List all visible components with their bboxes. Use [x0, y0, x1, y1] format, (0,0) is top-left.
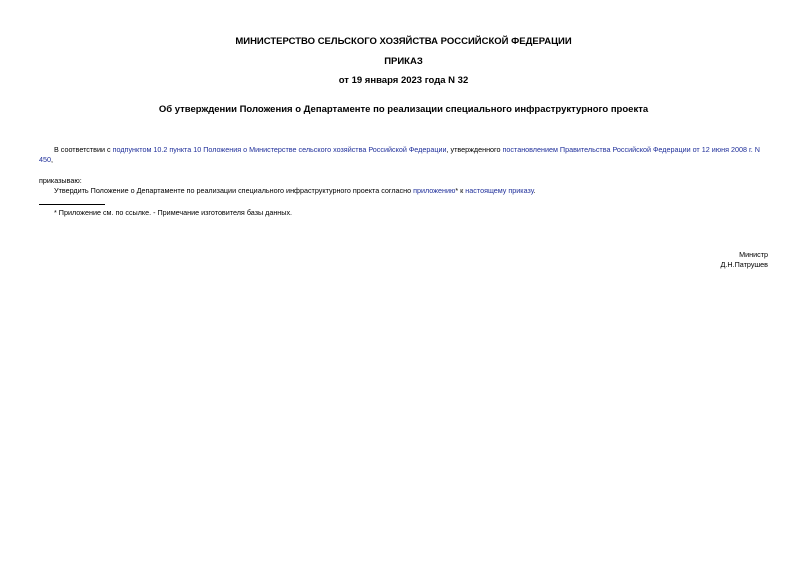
footnote-divider: [39, 204, 105, 205]
order-verb: приказываю:: [39, 176, 82, 185]
preamble-line-2: [39, 155, 53, 165]
ministry-heading: МИНИСТЕРСТВО СЕЛЬСКОГО ХОЗЯЙСТВА РОССИЙСКОЙ ФЕДЕРАЦИИ: [235, 36, 572, 47]
link-appendix[interactable]: приложению: [413, 186, 456, 195]
order-text-2: * к: [455, 186, 466, 195]
order-text-3: .: [533, 186, 536, 195]
preamble-text-1: В соответствии с: [54, 145, 113, 154]
footnote-text: * Приложение см. по ссылке. - Примечание изготовителя базы данных.: [54, 208, 293, 217]
link-government-decree-number[interactable]: 450: [39, 155, 51, 164]
order-item: [54, 186, 536, 196]
document-title: Об утверждении Положения о Департаменте по реализации специального инфраструктурного проекта: [158, 104, 649, 115]
signature-name: Д.Н.Патрушев: [720, 260, 768, 269]
preamble-text-3: ,: [51, 155, 53, 164]
signature-position: Министр: [739, 250, 768, 259]
preamble-text-2: , утвержденного: [446, 145, 503, 154]
order-text-1: Утвердить Положение о Департаменте по реализации специального инфраструктурного проекта согласно: [54, 186, 414, 195]
link-government-decree[interactable]: постановлением Правительства Российской Федерации от 12 июня 2008 г. N: [502, 145, 760, 154]
preamble-line-1: [54, 145, 760, 155]
document-type: ПРИКАЗ: [384, 56, 423, 67]
link-ministry-regulation[interactable]: подпунктом 10.2 пункта 10 Положения о Министерстве сельского хозяйства Российской Федерации: [112, 145, 447, 154]
document-date-number: от 19 января 2023 года N 32: [338, 75, 469, 86]
link-this-order[interactable]: настоящему приказу: [465, 186, 534, 195]
